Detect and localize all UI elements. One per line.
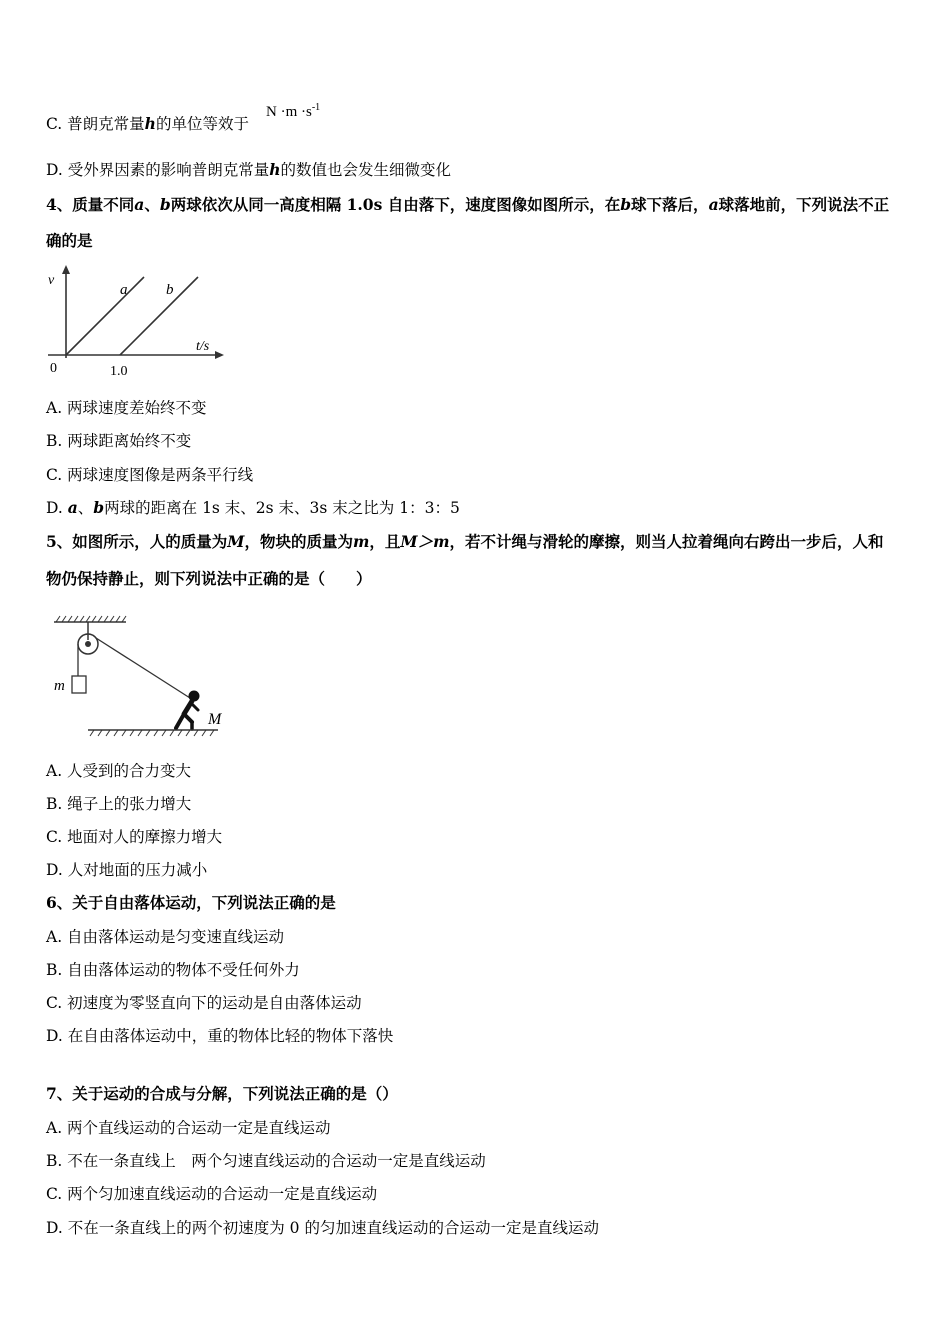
line-a-label: a — [120, 282, 128, 298]
unit-expression: $N \cdot m \cdot s^{-1}$ — [266, 102, 321, 120]
q4-stem-line2: 确的是 — [46, 231, 93, 250]
y-axis-label: v — [48, 273, 55, 288]
q6-option-d: D. 在自由落体运动中，重的物体比轻的物体下落快 — [46, 1027, 394, 1045]
person-M-label: M — [208, 711, 222, 728]
q3-option-c-tail: 的单位等效于 — [155, 115, 249, 133]
x-axis-arrow — [215, 351, 224, 359]
ceiling-hatch — [56, 616, 126, 622]
block-m — [72, 676, 86, 693]
x-axis-label: t/s — [196, 339, 210, 354]
y-axis-arrow — [62, 265, 70, 274]
q7-option-b: B. 不在一条直线上 两个匀速直线运动的合运动一定是直线运动 — [46, 1152, 486, 1170]
velocity-time-graph — [40, 262, 230, 380]
q7-option-a: A. 两个直线运动的合运动一定是直线运动 — [46, 1119, 331, 1137]
q5-option-d: D. 人对地面的压力减小 — [46, 861, 208, 879]
q7-option-c: C. 两个匀加速直线运动的合运动一定是直线运动 — [46, 1185, 378, 1203]
q5-stem-line2: 物仍保持静止，则下列说法中正确的是（ ） — [46, 569, 372, 588]
q4-option-d: D. a、b两球的距离在 1s 末、2s 末、3s 末之比为 1：3：5 — [46, 498, 460, 517]
q5-option-b: B. 绳子上的张力增大 — [46, 795, 192, 813]
q4-option-a: A. 两球速度差始终不变 — [46, 399, 207, 417]
origin-label: 0 — [50, 361, 57, 376]
rope-diagonal — [96, 638, 190, 698]
q4-option-c: C. 两球速度图像是两条平行线 — [46, 466, 254, 484]
q4-option-b: B. 两球距离始终不变 — [46, 432, 192, 450]
q4-stem-line1: 4、质量不同a、b两球依次从同一高度相隔 1.0s 自由落下，速度图像如图所示，在b球下落后，a球落地前，下列说法不正 — [46, 195, 890, 214]
q3-option-c — [46, 114, 249, 134]
pulley-figure — [46, 614, 226, 738]
pulley-axle — [85, 641, 91, 647]
ground-hatch — [90, 730, 214, 736]
planck-symbol: h — [269, 160, 281, 179]
q6-option-b: B. 自由落体运动的物体不受任何外力 — [46, 961, 300, 979]
q7-option-d: D. 不在一条直线上的两个初速度为 0 的匀加速直线运动的合运动一定是直线运动 — [46, 1219, 599, 1237]
q5-option-a: A. 人受到的合力变大 — [46, 762, 192, 780]
q6-stem: 6、关于自由落体运动，下列说法正确的是 — [46, 893, 336, 912]
line-b-label: b — [166, 282, 174, 298]
planck-symbol: h — [144, 114, 156, 133]
q7-stem: 7、关于运动的合成与分解，下列说法正确的是（） — [46, 1084, 398, 1103]
tick-label: 1.0 — [110, 364, 128, 379]
block-m-label: m — [54, 678, 65, 694]
q6-option-a: A. 自由落体运动是匀变速直线运动 — [46, 928, 285, 946]
q3-option-d: D. 受外界因素的影响普朗克常量h的数值也会发生细微变化 — [46, 160, 452, 179]
q5-stem-line1: 5、如图所示，人的质量为M，物块的质量为m，且M＞m，若不计绳与滑轮的摩擦，则当人拉着绳向右跨出一步后，人和 — [46, 532, 884, 551]
q3-option-c-text: C. 普朗克常量 — [46, 115, 145, 133]
q5-option-c: C. 地面对人的摩擦力增大 — [46, 828, 223, 846]
q6-option-c: C. 初速度为零竖直向下的运动是自由落体运动 — [46, 994, 362, 1012]
